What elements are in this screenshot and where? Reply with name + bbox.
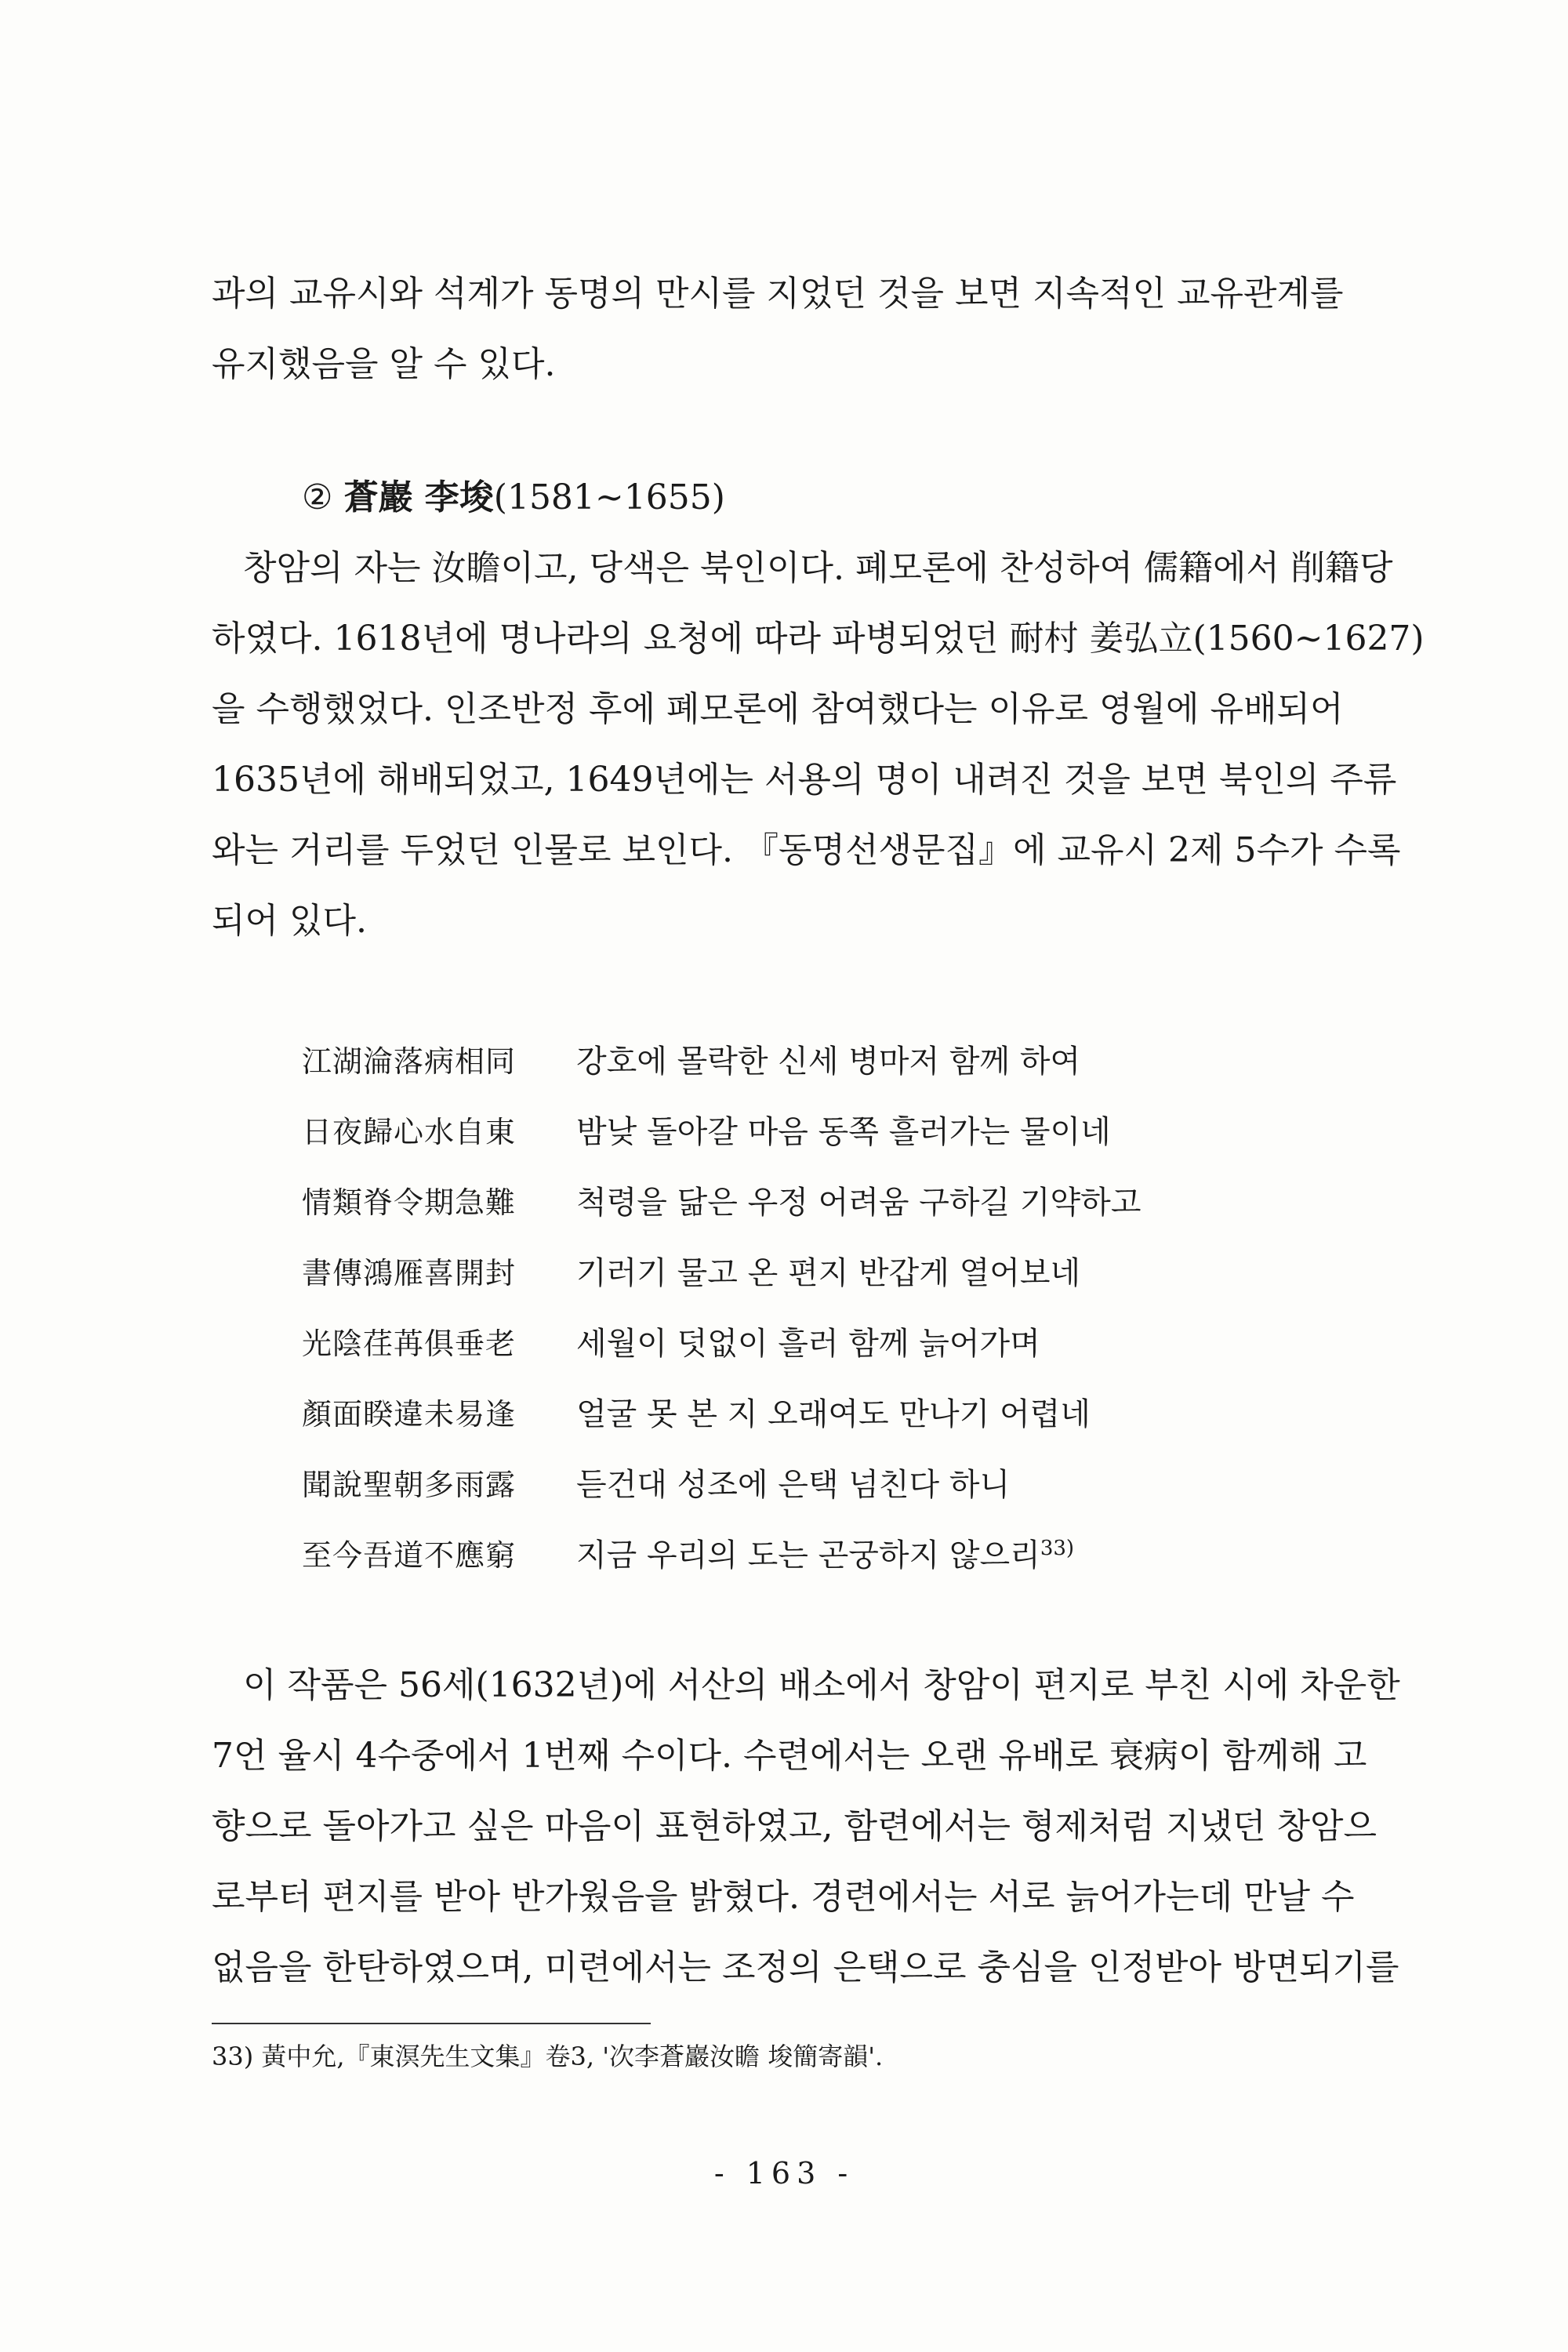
analysis-line: 향으로 돌아가고 싶은 마음이 표현하였고, 함련에서는 형제처럼 지냈던 창암으 [212,1806,1377,1846]
intro-line: 유지했음을 알 수 있다. [212,344,556,384]
footnote-divider [212,2023,651,2024]
section-number: ② [302,477,333,517]
poem-line [302,1305,1321,1376]
bio-line: 와는 거리를 두었던 인물로 보인다. 『동명선생문집』에 교유시 2제 5수가 수록 [212,830,1401,870]
poem-hanja: 情類脊令期急難 [302,1185,517,1220]
poem-hanja: 光陰荏苒俱垂老 [302,1326,517,1361]
poem-translation: 강호에 몰락한 신세 병마저 함께 하여 [576,1043,1081,1080]
poem-translation-text: 지금 우리의 도는 곤궁하지 않으리 [576,1537,1040,1573]
page-number: - 163 - [713,2156,855,2190]
analysis-paragraph [212,1650,1435,2003]
bio-line: 하였다. 1618년에 명나라의 요청에 따라 파병되었던 耐村 姜弘立(1560∼1627) [212,619,1425,659]
bio-line: 창암의 자는 汝瞻이고, 당색은 북인이다. 폐모론에 찬성하여 儒籍에서 削籍당 [243,548,1393,588]
poem-line [302,1235,1321,1305]
poem-translation: 척령을 닮은 우정 어려움 구하길 기약하고 [576,1184,1142,1221]
section-person-name: 蒼巖 李埈 [343,477,494,517]
poem-translation: 밤낮 돌아갈 마음 동쪽 흘러가는 물이네 [576,1113,1111,1150]
analysis-line: 없음을 한탄하였으며, 미련에서는 조정의 은택으로 충심을 인정받아 방면되기를 [212,1947,1399,1987]
poem-translation [576,1530,1074,1575]
poem-hanja: 書傳鴻雁喜開封 [302,1255,517,1290]
analysis-line: 로부터 편지를 받아 반가웠음을 밝혔다. 경련에서는 서로 늙어가는데 만날 수 [212,1877,1355,1917]
section-person-years: (1581∼1655) [493,477,725,517]
poem-line [302,1446,1321,1517]
poem-line [302,1376,1321,1446]
poem-line [302,1164,1321,1235]
footnote-reference: 33) [1040,1536,1075,1560]
poem-translation: 듣건대 성조에 은택 넘친다 하니 [576,1466,1011,1503]
poem-translation: 얼굴 못 본 지 오래여도 만나기 어렵네 [576,1396,1091,1432]
poem-line [302,1094,1321,1164]
bio-line: 되어 있다. [212,901,367,941]
poem-translation: 세월이 덧없이 흘러 함께 늙어가며 [576,1325,1040,1362]
poem-hanja: 江湖淪落病相同 [302,1044,517,1079]
analysis-line: 7언 율시 4수중에서 1번째 수이다. 수련에서는 오랜 유배로 衰病이 함께해 고 [212,1736,1367,1776]
footnote: 33) 黃中允,『東溟先生文集』卷3, '次李蒼巖汝瞻 埈簡寄韻'. [212,2042,884,2071]
poem-hanja: 日夜歸心水自東 [302,1114,517,1149]
poem-hanja: 聞說聖朝多雨露 [302,1467,517,1502]
poem-line [302,1517,1321,1588]
intro-paragraph [212,259,1435,400]
analysis-line: 이 작품은 56세(1632년)에 서산의 배소에서 창암이 편지로 부친 시에 차운한 [243,1665,1400,1705]
biography-paragraph [212,533,1435,956]
poem-line [302,1023,1321,1094]
intro-line: 과의 교유시와 석계가 동명의 만시를 지었던 것을 보면 지속적인 교유관계를 [212,274,1344,314]
section-heading [302,463,725,533]
poem-hanja: 至今吾道不應窮 [302,1537,517,1573]
bio-line: 1635년에 해배되었고, 1649년에는 서용의 명이 내려진 것을 보면 북인의 주류 [212,760,1397,800]
poem-block [302,1023,1321,1588]
poem-hanja: 顏面睽違未易逢 [302,1396,517,1432]
bio-line: 을 수행했었다. 인조반정 후에 폐모론에 참여했다는 이유로 영월에 유배되어 [212,689,1344,729]
poem-translation: 기러기 물고 온 편지 반갑게 열어보네 [576,1254,1081,1291]
